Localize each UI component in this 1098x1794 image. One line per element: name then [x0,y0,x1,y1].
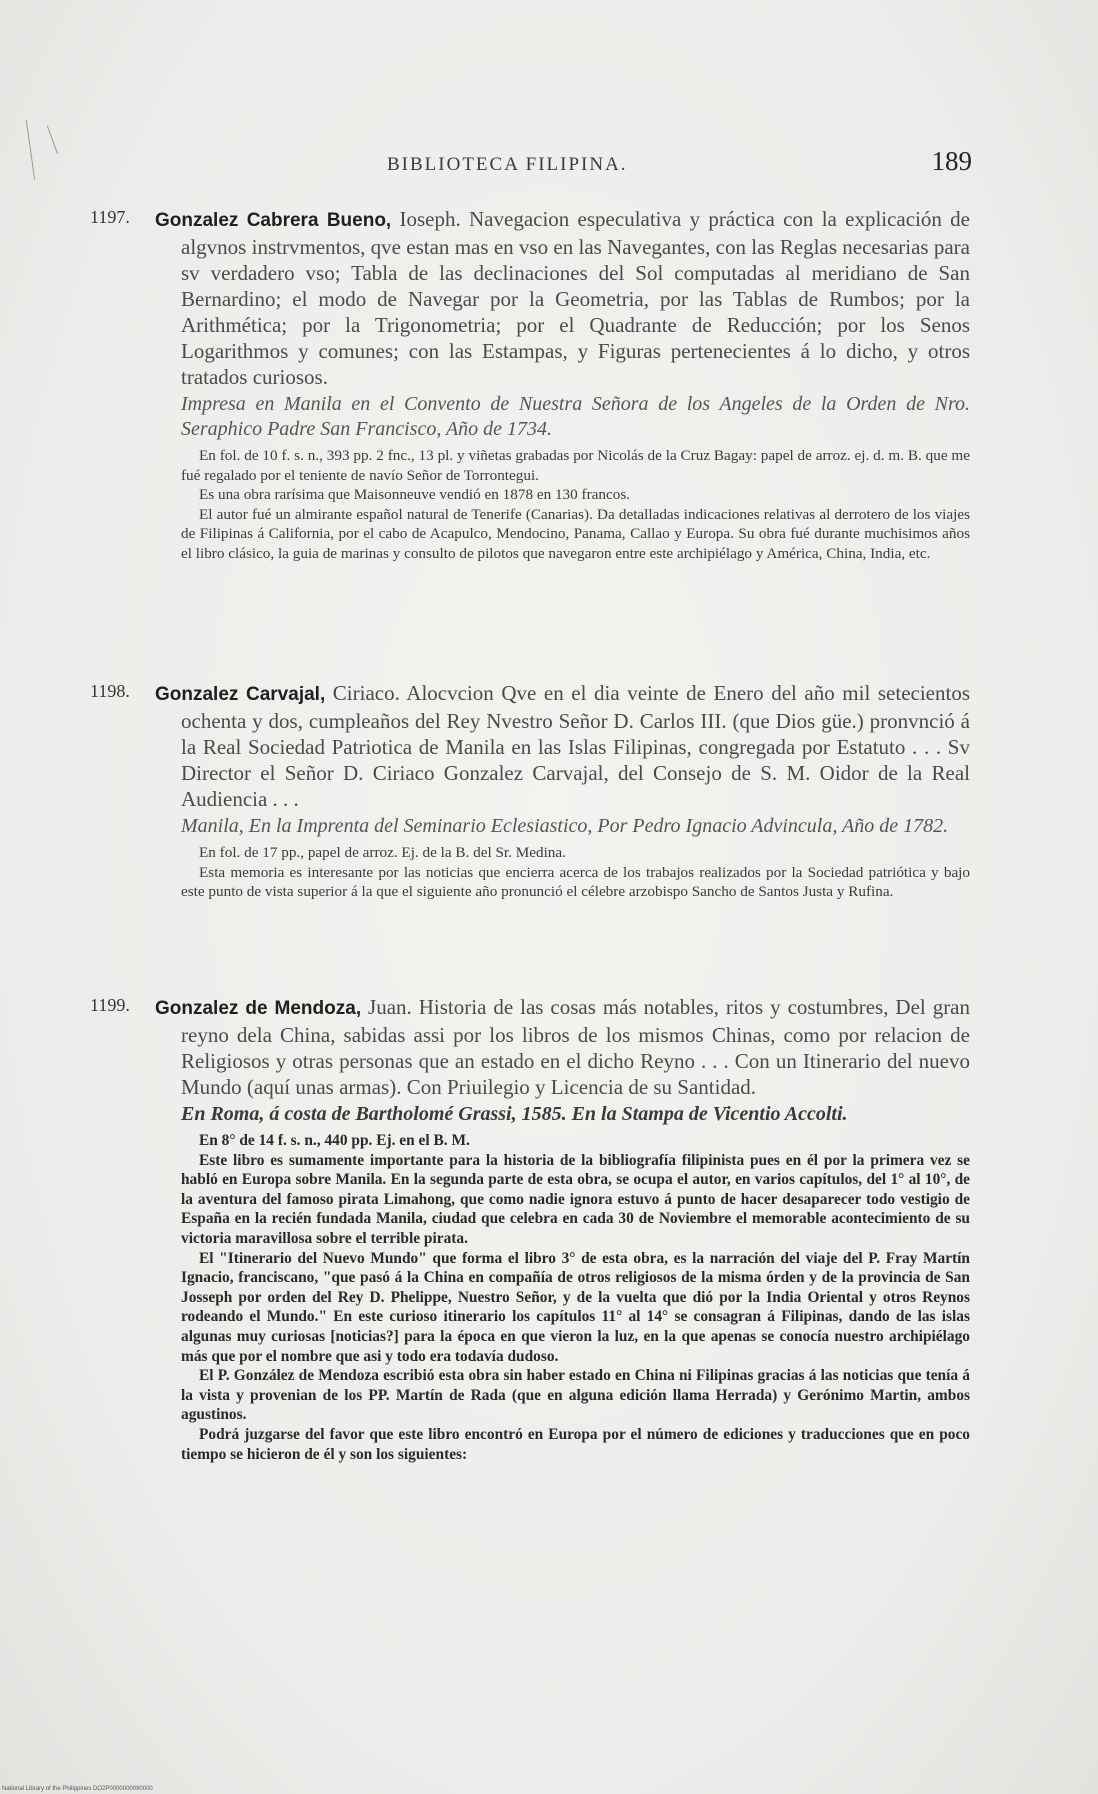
entry-number: 1197. [90,207,130,227]
running-title: BIBLIOTECA FILIPINA. [387,154,628,175]
entry-imprint: En Roma, á costa de Bartholomé Grassi, 1585. En la Stampa de Vicentio Accolti. [181,1103,848,1125]
entry-notes [181,843,970,902]
entry-author: Gonzalez de Mendoza, [155,998,362,1019]
margin-scratch [47,126,58,155]
entry-note: En fol. de 17 pp., papel de arroz. Ej. de la B. del Sr. Medina. [199,844,566,861]
entry-number: 1198. [90,681,130,701]
entry-note: En 8° de 14 f. s. n., 440 pp. Ej. en el B. M. [199,1132,470,1149]
page-header [212,148,972,188]
entry-title-text: Navegacion especulativa y práctica con la explicación de algvnos instrvmentos, qve estan mas en vso en las Navegantes, con las Reglas necesarias para sv verdadero vso; Tabla de las declinaciones del Sol computadas al meridiano de San Bernardino; el modo de Navegar por la Geometria, por las Tablas de Rumbos; por la Arithmética; por la Trigonometria; por el Quadrante de Reducción; por los Senos Logarithmos y comunes; con las Estampas, y Figuras pertenecientes á lo dicho, y otros tratados curiosos. [181,207,970,389]
entry-title-text: Historia de las cosas más notables, ritos y costumbres, Del gran reyno dela China, sabidas assi por los libros de los mismos Chinas, como por relacion de Religiosos y otras personas que an estado en el dicho Reyno . . . Con un Itinerario del nuevo Mundo (aquí unas armas). Con Priuilegio y Licencia de su Santidad. [181,995,971,1099]
entry-imprint: Manila, En la Imprenta del Seminario Eclesiastico, Por Pedro Ignacio Advincula, Año de 1782. [181,815,949,837]
entry-author: Gonzalez Carvajal, [155,684,326,705]
entry-note: El autor fué un almirante español natural de Tenerife (Canarias). Da detalladas indicaciones relativas al derrotero de los viajes de Filipinas á California, por el cabo de Acapulco, Mendocino, Panama, Callao y Europa. Su obra fué durante muchisimos años el libro clásico, la guia de marinas y consulto de pilotos que navegaron entre este archipiélago y América, China, India, etc. [181,505,970,562]
bibliography-entry [90,994,970,1464]
entry-note: Esta memoria es interesante por las noticias que encierra acerca de los trabajos realizados por la Sociedad patriótica y bajo este punto de vista superior á la que el siguiente año pronunció el célebre arzobispo Sancho de Santos Justa y Rufina. [181,863,970,901]
scan-footer: National Library of the Philippines DO2P0000000090000 [2,1786,153,1792]
entry-author: Gonzalez Cabrera Bueno, [155,210,392,231]
entry-notes [181,446,970,564]
entry-note: Podrá juzgarse del favor que este libro encontró en Europa por el número de ediciones y traducciones que en poco tiempo se hicieron de él y son los siguientes: [181,1425,970,1463]
entry-note: El P. González de Mendoza escribió esta obra sin haber estado en China ni Filipinas gracias á las noticias que tenía á la vista y provenian de los PP. Martín de Rada (que en alguna edición llama Herrada) y Gerónimo Martin, ambos agustinos. [181,1367,970,1424]
entry-title [155,994,970,1100]
page-number: 189 [931,146,972,176]
entry-number: 1199. [90,995,130,1015]
entry-title [155,680,970,812]
entry-title-text: Alocvcion Qve en el dia veinte de Enero del año mil setecientos ochenta y dos, cumpleaños del Rey Nvestro Señor D. Carlos III. (que Dios güe.) pronvnció á la Real Sociedad Patriotica de Manila en las Islas Filipinas, congregada por Estatuto . . . Sv Director el Señor D. Ciriaco Gonzalez Carvajal, del Consejo de S. M. Oidor de la Real Audiencia . . . [181,681,971,811]
entry-note: El "Itinerario del Nuevo Mundo" que forma el libro 3° de esta obra, es la narración del viaje del P. Fray Martín Ignacio, franciscano, "que pasó á la China en compañía de otros religiosos de la misma órden y de la provincia de San Josseph por orden del Rey D. Phelippe, Nuestro Señor, y de la vuelta que dió por la India Oriental y otros Reynos rodeando el Mundo." En este curioso itinerario los capítulos 11° al 14° se consagran á Filipinas, dando de las islas algunas muy curiosas [noticias?] para la época en que vieron la luz, en la que apenas se conocía nuestro archipiélago más que por el nombre que asi y todo era todavía dudoso. [181,1249,970,1365]
entry-author-given-name: Juan. [361,995,412,1019]
entry-title [155,206,970,390]
entry-author-given-name: Ioseph. [391,207,461,231]
entry-imprint: Impresa en Manila en el Convento de Nuestra Señora de los Angeles de la Orden de Nro. Seraphico Padre San Francisco, Año de 1734. [181,393,970,440]
entry-note: Este libro es sumamente importante para la historia de la bibliografía filipinista pues en él por la primera vez se habló en Europa sobre Manila. En la segunda parte de esta obra, se ocupa el autor, en varios capítulos, del 1° al 10°, de la aventura del famoso pirata Limahong, que como nadie ignora estuvo á punto de hacer desaparecer todo vestigio de España en la recién fundada Manila, ciudad que celebra en cada 30 de Noviembre el memorable acontecimiento de su victoria maravillosa sobre el terrible pirata. [181,1151,970,1247]
entry-note: Es una obra rarísima que Maisonneuve vendió en 1878 en 130 francos. [199,486,631,504]
entry-author-given-name: Ciriaco. [325,681,400,705]
entry-note: En fol. de 10 f. s. n., 393 pp. 2 fnc., 13 pl. y viñetas grabadas por Nicolás de la Cruz Bagay: papel de arroz. ej. d. m. B. que me fué regalado por el teniente de navío Señor de Torrontegui. [181,447,970,484]
entry-notes [181,1131,970,1464]
margin-scratch [26,120,35,180]
bibliography-entry [90,680,970,902]
bibliography-entry [90,206,970,564]
